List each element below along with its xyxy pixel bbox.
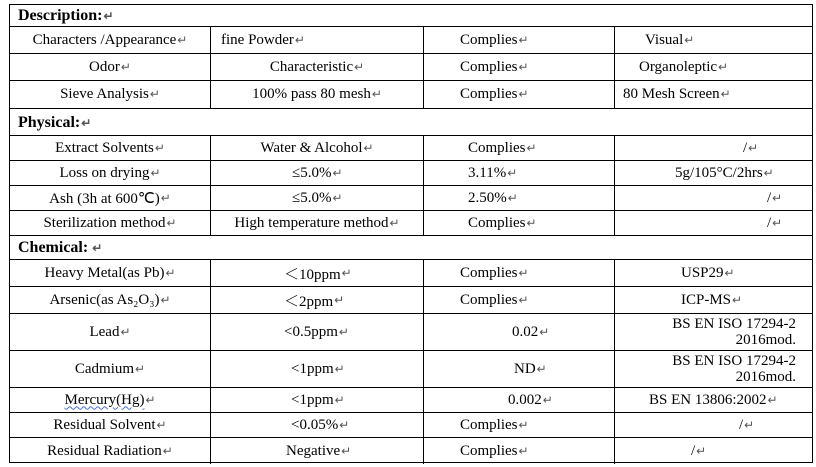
- table-row: [10, 351, 812, 388]
- item-cell: Characters /Appearance ↵: [10, 27, 211, 53]
- result-cell: Complies ↵: [424, 81, 615, 108]
- spec-cell: Characteristic ↵: [211, 54, 424, 80]
- item-cell: Arsenic(as As₂O₃) ↵: [10, 287, 211, 313]
- spec-cell: <0.5ppm ↵: [211, 314, 424, 350]
- spec-cell: ＜2ppm ↵: [211, 287, 424, 313]
- section-header-physical: [10, 109, 812, 136]
- item-cell: Lead ↵: [10, 314, 211, 350]
- method-cell: Visual ↵: [645, 31, 695, 48]
- item-cell: Odor ↵: [10, 54, 211, 80]
- section-header-chemical: [10, 236, 812, 260]
- spec-cell: 100% pass 80 mesh ↵: [211, 81, 424, 108]
- method-cell: / ↵: [691, 442, 707, 459]
- result-cell: ND ↵: [424, 351, 615, 387]
- table-row: [10, 81, 812, 109]
- table-row: [10, 161, 812, 186]
- spec-cell: ≤5.0% ↵: [211, 161, 424, 185]
- paragraph-mark-icon: ↵: [89, 241, 103, 255]
- method-cell: / ↵: [767, 214, 783, 231]
- table-row: [10, 54, 812, 81]
- result-cell: Complies ↵: [424, 211, 615, 235]
- result-cell: Complies ↵: [424, 413, 615, 437]
- table-row: [10, 186, 812, 211]
- paragraph-mark-icon: ↵: [103, 9, 114, 23]
- spec-cell: High temperature method ↵: [211, 211, 424, 235]
- item-cell: Ash (3h at 600℃) ↵: [10, 186, 211, 210]
- section-title-physical: Physical:: [18, 114, 81, 131]
- result-cell: Complies ↵: [424, 54, 615, 80]
- method-cell: USP29 ↵: [681, 264, 735, 281]
- spec-cell: <1ppm ↵: [211, 351, 424, 387]
- spec-cell: <0.05% ↵: [211, 413, 424, 437]
- method-cell: ICP-MS ↵: [681, 291, 743, 308]
- table-row: [10, 314, 812, 351]
- paragraph-mark-icon: ↵: [81, 116, 92, 130]
- method-cell: / ↵: [767, 189, 783, 206]
- item-cell: Cadmium ↵: [10, 351, 211, 387]
- table-row: [10, 136, 812, 161]
- table-row: [10, 287, 812, 314]
- item-cell: Mercury(Hg) ↵: [10, 388, 211, 412]
- method-cell: 5g/105°C/2hrs ↵: [675, 164, 774, 181]
- result-cell: Complies ↵: [424, 27, 615, 53]
- item-cell: Sterilization method ↵: [10, 211, 211, 235]
- method-cell: BS EN ISO 17294-2 2016mod.: [672, 353, 796, 385]
- item-cell: Residual Radiation ↵: [10, 438, 211, 464]
- section-title-chemical: Chemical:: [18, 239, 89, 256]
- result-cell: Complies ↵: [424, 136, 615, 160]
- result-cell: 3.11% ↵: [424, 161, 615, 185]
- method-cell: / ↵: [739, 416, 755, 433]
- spec-cell: Negative ↵: [211, 438, 424, 464]
- table-row: [10, 388, 812, 413]
- spec-cell: <1ppm ↵: [211, 388, 424, 412]
- table-row: [10, 413, 812, 438]
- spec-cell: ≤5.0% ↵: [211, 186, 424, 210]
- table-row: [10, 438, 812, 464]
- item-cell: Residual Solvent ↵: [10, 413, 211, 437]
- spec-cell: Water & Alcohol ↵: [211, 136, 424, 160]
- item-cell: Extract Solvents ↵: [10, 136, 211, 160]
- table-row: [10, 211, 812, 236]
- section-title-description: Description:: [18, 7, 103, 24]
- result-cell: Complies ↵: [424, 260, 615, 286]
- result-cell: Complies ↵: [424, 438, 615, 464]
- method-cell: BS EN 13806:2002 ↵: [649, 391, 778, 408]
- specification-table: [9, 4, 813, 463]
- result-cell: 2.50% ↵: [424, 186, 615, 210]
- spec-cell: ＜10ppm ↵: [211, 260, 424, 286]
- result-cell: 0.02 ↵: [424, 314, 615, 350]
- result-cell: 0.002 ↵: [424, 388, 615, 412]
- table-row: [10, 260, 812, 287]
- method-cell: 80 Mesh Screen ↵: [623, 86, 731, 102]
- table-row: [10, 27, 812, 54]
- item-cell: Sieve Analysis ↵: [10, 81, 211, 108]
- method-cell: Organoleptic ↵: [639, 58, 729, 75]
- section-header-description: [10, 5, 812, 27]
- method-cell: BS EN ISO 17294-2 2016mod.: [672, 316, 796, 348]
- spec-cell: fine Powder ↵: [211, 27, 424, 53]
- result-cell: Complies ↵: [424, 287, 615, 313]
- method-cell: / ↵: [743, 139, 759, 156]
- item-cell: Loss on drying ↵: [10, 161, 211, 185]
- item-cell: Heavy Metal(as Pb) ↵: [10, 260, 211, 286]
